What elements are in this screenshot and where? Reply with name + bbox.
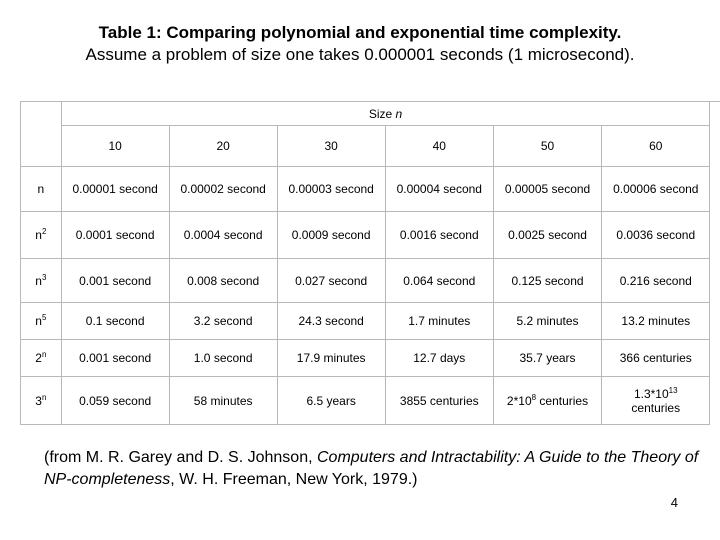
table-cell: 1.0 second	[169, 340, 277, 377]
table-cell: 0.00001 second	[61, 167, 169, 212]
table-row	[21, 340, 720, 377]
row-label: n	[21, 167, 62, 212]
row-label: $n^5$	[21, 303, 62, 340]
table-cell: 17.9 minutes	[277, 340, 385, 377]
table-cell: $2*10^8$ centuries	[493, 377, 601, 425]
complexity-table	[20, 101, 720, 425]
table-cell: 0.00005 second	[493, 167, 601, 212]
column-header: 20	[169, 126, 277, 167]
table-cell: 0.00004 second	[385, 167, 493, 212]
table-cell: 0.1 second	[61, 303, 169, 340]
table-cell: 3855 centuries	[385, 377, 493, 425]
table-cell: 13.2 minutes	[602, 303, 710, 340]
row-label: 2$^n$	[21, 340, 62, 377]
table-row	[21, 303, 720, 340]
table-cell: 0.00002 second	[169, 167, 277, 212]
table-header-row-columns	[21, 126, 720, 167]
column-header: 30	[277, 126, 385, 167]
table-cell: 0.0016 second	[385, 212, 493, 259]
table-cell: 0.008 second	[169, 259, 277, 303]
table-cell: 0.001 second	[61, 340, 169, 377]
table-cell: 5.2 minutes	[493, 303, 601, 340]
table-row	[21, 259, 720, 303]
size-header-cell	[61, 102, 710, 126]
table-cell: 0.0004 second	[169, 212, 277, 259]
column-header: 40	[385, 126, 493, 167]
table-cell: 0.0001 second	[61, 212, 169, 259]
table-cell: 35.7 years	[493, 340, 601, 377]
table-cell: 12.7 days	[385, 340, 493, 377]
size-header-label: Size	[368, 106, 393, 121]
table-row	[21, 212, 720, 259]
table-extra-border	[710, 102, 720, 425]
size-header-var: n	[395, 106, 403, 121]
table-cell: 1.7 minutes	[385, 303, 493, 340]
table-cell: 0.0025 second	[493, 212, 601, 259]
table-corner-cell	[21, 102, 62, 167]
complexity-table-wrapper	[20, 101, 720, 425]
row-label: $n^3$	[21, 259, 62, 303]
table-cell: 58 minutes	[169, 377, 277, 425]
table-header-row-size	[21, 102, 720, 126]
table-cell: 6.5 years	[277, 377, 385, 425]
table-cell: 0.216 second	[602, 259, 710, 303]
column-header: 50	[493, 126, 601, 167]
table-cell: 24.3 second	[277, 303, 385, 340]
slide-title	[0, 22, 720, 66]
page-number: 4	[670, 495, 678, 510]
title-line-1: Table 1: Comparing polynomial and exponential time complexity.	[98, 23, 622, 42]
table-cell: 0.027 second	[277, 259, 385, 303]
citation-part-1: (from M. R. Garey and D. S. Johnson,	[44, 449, 317, 466]
column-header: 60	[602, 126, 710, 167]
table-cell: 366 centuries	[602, 340, 710, 377]
table-cell: 0.001 second	[61, 259, 169, 303]
citation-part-2: , W. H. Freeman, New York, 1979.)	[170, 471, 418, 488]
table-cell: 0.0036 second	[602, 212, 710, 259]
table-cell: 0.0009 second	[277, 212, 385, 259]
table-cell: 0.125 second	[493, 259, 601, 303]
row-label: 3$^n$	[21, 377, 62, 425]
table-row	[21, 377, 720, 425]
citation-footnote	[44, 447, 704, 491]
table-cell: $1.3*10^{13}$ centuries	[602, 377, 710, 425]
title-line-2: Assume a problem of size one takes 0.000001 seconds (1 microsecond).	[85, 45, 635, 64]
column-header: 10	[61, 126, 169, 167]
table-cell: 3.2 second	[169, 303, 277, 340]
row-label: $n^2$	[21, 212, 62, 259]
table-cell: 0.064 second	[385, 259, 493, 303]
book-title: Computers and Intractability: A Guide to the Theory of NP-completeness	[44, 449, 699, 488]
table-cell: 0.059 second	[61, 377, 169, 425]
table-cell: 0.00003 second	[277, 167, 385, 212]
table-cell: 0.00006 second	[602, 167, 710, 212]
table-row	[21, 167, 720, 212]
